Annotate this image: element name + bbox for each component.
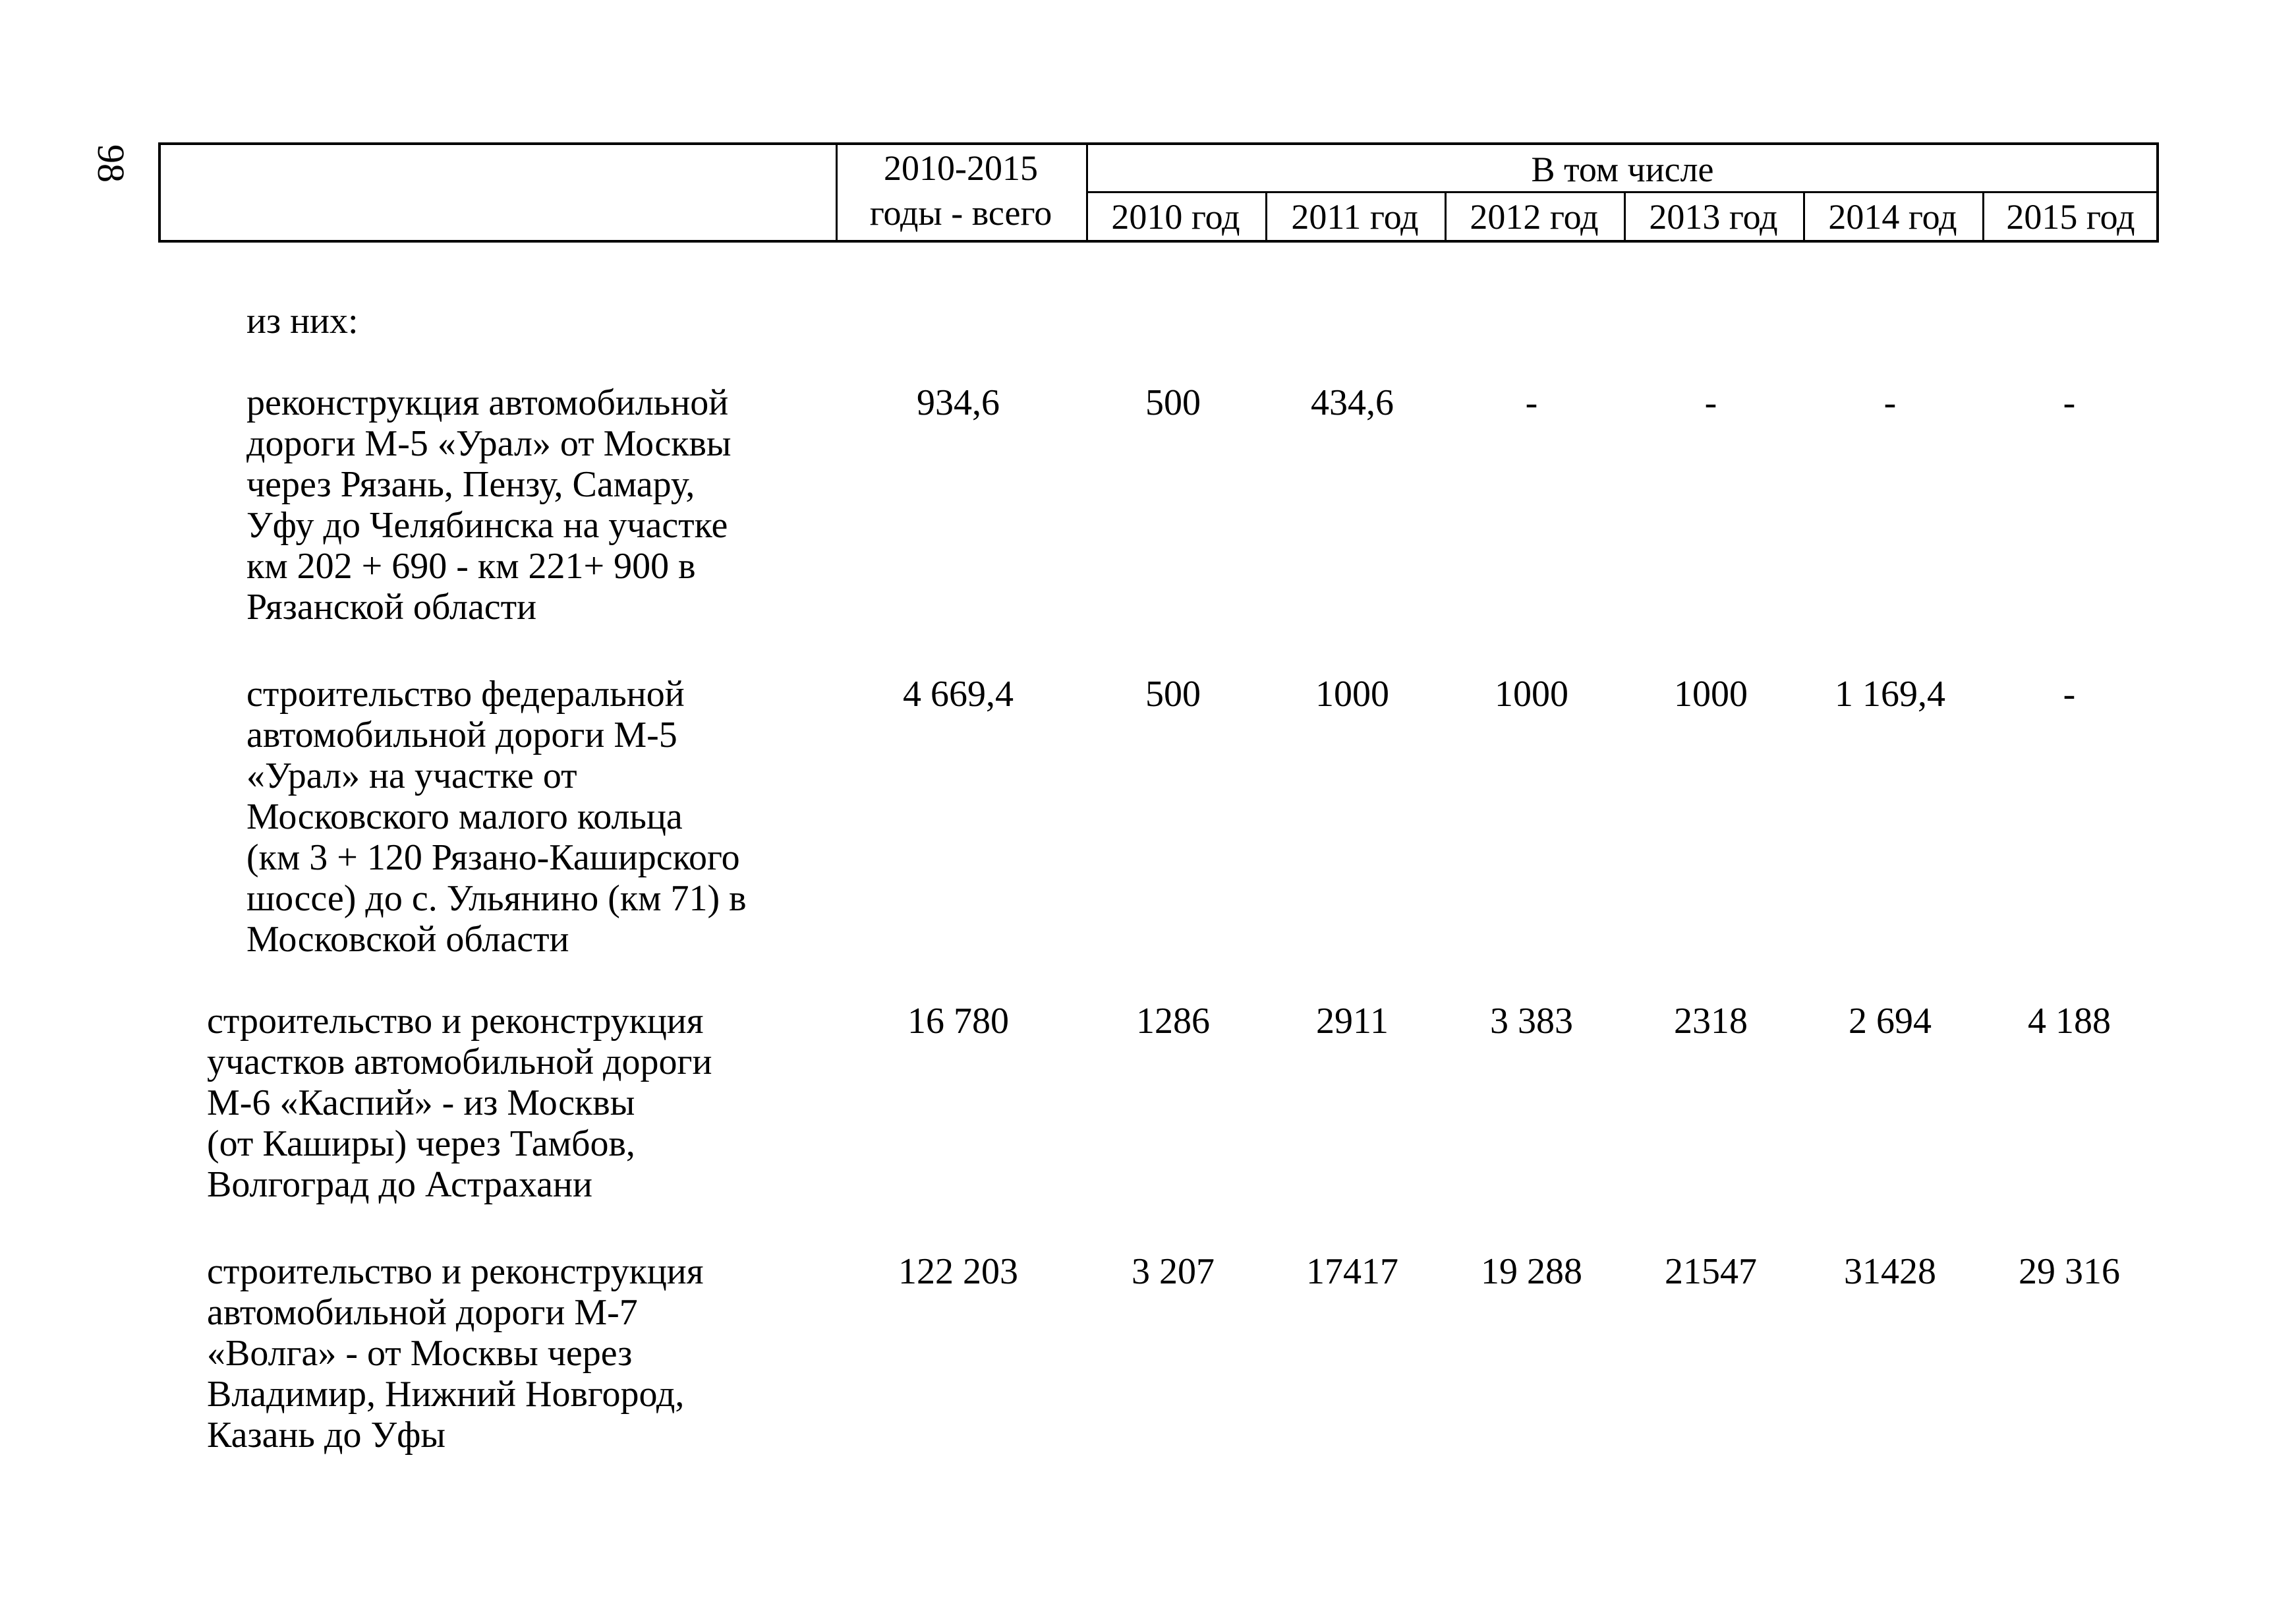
row-value-2015: 4 188: [2028, 1001, 2111, 1042]
row-value-2013: 1000: [1674, 674, 1748, 715]
row-value-2015: -: [2063, 382, 2076, 423]
row-value-2012: -: [1525, 382, 1538, 423]
row-value-2014: 1 169,4: [1835, 674, 1945, 715]
row-value-2010: 500: [1145, 382, 1201, 423]
page-number: 98: [90, 144, 132, 183]
row-value-2011: 2911: [1316, 1001, 1389, 1042]
row-total: 4 669,4: [903, 674, 1014, 715]
row-value-2011: 434,6: [1311, 382, 1394, 423]
header-year-2015: 2015 год: [2006, 197, 2135, 237]
row-label: строительство и реконструкция участков автомобильной дороги М-6 «Каспий» - из Москвы (от Каширы) через Тамбов, Волгоград до Астрахани: [207, 1001, 712, 1205]
row-value-2011: 1000: [1315, 674, 1389, 715]
row-value-2010: 3 207: [1132, 1251, 1215, 1292]
row-value-2014: 31428: [1844, 1251, 1936, 1292]
row-value-2014: 2 694: [1849, 1001, 1932, 1042]
row-value-2012: 3 383: [1490, 1001, 1573, 1042]
header-divider: [1086, 191, 2156, 193]
row-value-2015: 29 316: [2019, 1251, 2120, 1292]
header-year-2014: 2014 год: [1828, 197, 1957, 237]
header-including: В том числе: [1531, 150, 1714, 189]
row-label: реконструкция автомобильной дороги М-5 «Урал» от Москвы через Рязань, Пензу, Самару, Уфу до Челябинска на участке км 202 + 690 - км 221+ 900 в Рязанской области: [246, 382, 732, 628]
row-label: строительство федеральной автомобильной дороги М-5 «Урал» на участке от Московского малого кольца (км 3 + 120 Рязано-Каширского шоссе) до с. Ульянино (км 71) в Московской области: [246, 674, 747, 960]
row-value-2010: 500: [1145, 674, 1201, 715]
row-value-2011: 17417: [1306, 1251, 1398, 1292]
row-value-2010: 1286: [1136, 1001, 1210, 1042]
row-value-2012: 19 288: [1481, 1251, 1582, 1292]
header-year-2012: 2012 год: [1470, 197, 1599, 237]
header-total-line2: годы - всего: [869, 193, 1052, 233]
row-total: 16 780: [907, 1001, 1009, 1042]
row-value-2015: -: [2063, 674, 2076, 715]
header-year-2011: 2011 год: [1291, 197, 1419, 237]
row-label: строительство и реконструкция автомобильной дороги М-7 «Волга» - от Москвы через Владимир, Нижний Новгород, Казань до Уфы: [207, 1251, 704, 1456]
row-value-2012: 1000: [1495, 674, 1568, 715]
row-value-2014: -: [1883, 382, 1897, 423]
row-value-2013: 2318: [1674, 1001, 1748, 1042]
header-year-2013: 2013 год: [1649, 197, 1778, 237]
subheading: из них:: [246, 301, 359, 341]
row-total: 122 203: [898, 1251, 1018, 1292]
row-total: 934,6: [917, 382, 1000, 423]
header-total-line1: 2010-2015: [884, 148, 1038, 188]
header-year-2010: 2010 год: [1111, 197, 1240, 237]
table-header: [158, 142, 2159, 243]
row-value-2013: -: [1704, 382, 1717, 423]
row-value-2013: 21547: [1665, 1251, 1757, 1292]
